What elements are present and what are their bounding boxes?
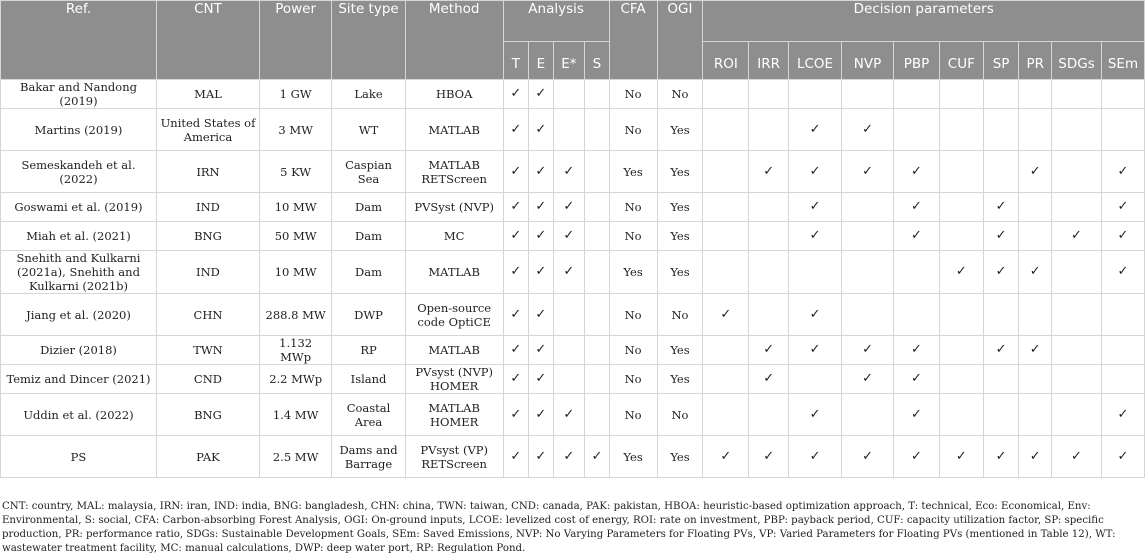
cell-decision-roi bbox=[703, 80, 749, 109]
check-mark-icon: ✓ bbox=[553, 193, 585, 222]
cell-decision-cuf bbox=[939, 109, 983, 151]
check-mark-icon: ✓ bbox=[749, 365, 789, 394]
table-footnote: CNT: country, MAL: malaysia, IRN: iran, IND: india, BNG: bangladesh, CHN: china, TWN: taiwan, CND: canada, PAK: pakistan, HBOA: heuristic-based optimization approach, T: technical, Eco: Economical, Env: Environmental, S: social, CFA: Carbon-absorbing Forest Analysis, OGI: On-ground inputs, LCOE: levelized cost of energy, ROI: rate on investment, PBP: payback period, CUF: capacity utilization factor, SP: specific production, PR: performance ratio, SDGs: Sustainable Development Goals, SEm: Saved Emissions, NVP: No Varying Parameters for Floating PVs, VP: Varied Parameters for Floating PVs (mentioned in Table 12), WT: wastewater treatment facility, MC: manual calculations, DWP: deep water port, RP: Regulation Pond. bbox=[2, 501, 1116, 554]
check-mark-icon: ✓ bbox=[529, 436, 553, 478]
cell-decision-pbp bbox=[894, 294, 940, 336]
cell-ref: PS bbox=[1, 436, 157, 478]
check-mark-icon: ✓ bbox=[842, 436, 894, 478]
cell-power: 10 MW bbox=[259, 193, 331, 222]
subheader-decision-sp: SP bbox=[983, 42, 1019, 80]
check-mark-icon: ✓ bbox=[529, 294, 553, 336]
cell-ref: Miah et al. (2021) bbox=[1, 222, 157, 251]
table-row bbox=[1, 109, 1145, 151]
cell-power: 50 MW bbox=[259, 222, 331, 251]
cell-decision-sp bbox=[983, 151, 1019, 193]
table-row bbox=[1, 193, 1145, 222]
table-row bbox=[1, 394, 1145, 436]
check-mark-icon: ✓ bbox=[842, 336, 894, 365]
cell-decision-pr bbox=[1019, 222, 1052, 251]
subheader-decision-sdgs: SDGs bbox=[1052, 42, 1102, 80]
cell-country: TWN bbox=[156, 336, 259, 365]
check-mark-icon: ✓ bbox=[842, 365, 894, 394]
check-mark-icon: ✓ bbox=[894, 193, 940, 222]
check-mark-icon: ✓ bbox=[529, 251, 553, 294]
table-row bbox=[1, 336, 1145, 365]
check-mark-icon: ✓ bbox=[529, 151, 553, 193]
cell-cfa: Yes bbox=[609, 151, 657, 193]
check-mark-icon: ✓ bbox=[529, 365, 553, 394]
col-header-cfa: CFA bbox=[609, 1, 657, 80]
cell-analysis-s bbox=[585, 251, 609, 294]
cell-cfa: No bbox=[609, 193, 657, 222]
cell-cfa: No bbox=[609, 365, 657, 394]
cell-ogi: Yes bbox=[657, 336, 703, 365]
check-mark-icon: ✓ bbox=[939, 436, 983, 478]
cell-ogi: No bbox=[657, 294, 703, 336]
check-mark-icon: ✓ bbox=[503, 109, 528, 151]
cell-site-type: Island bbox=[332, 365, 405, 394]
check-mark-icon: ✓ bbox=[983, 222, 1019, 251]
check-mark-icon: ✓ bbox=[894, 222, 940, 251]
cell-decision-cuf bbox=[939, 394, 983, 436]
cell-country: BNG bbox=[156, 394, 259, 436]
cell-ref: Bakar and Nandong (2019) bbox=[1, 80, 157, 109]
cell-decision-cuf bbox=[939, 365, 983, 394]
check-mark-icon: ✓ bbox=[529, 394, 553, 436]
check-mark-icon: ✓ bbox=[749, 336, 789, 365]
check-mark-icon: ✓ bbox=[894, 151, 940, 193]
cell-analysis-s bbox=[585, 109, 609, 151]
col-header-power: Power bbox=[259, 1, 331, 80]
cell-decision-sdgs bbox=[1052, 394, 1102, 436]
cell-power: 1.4 MW bbox=[259, 394, 331, 436]
check-mark-icon: ✓ bbox=[983, 193, 1019, 222]
cell-site-type: Caspian Sea bbox=[332, 151, 405, 193]
cell-decision-irr bbox=[749, 394, 789, 436]
cell-decision-lcoe bbox=[789, 365, 842, 394]
subheader-analysis-e-star: E* bbox=[553, 42, 585, 80]
cell-decision-irr bbox=[749, 109, 789, 151]
cell-decision-irr bbox=[749, 80, 789, 109]
table-row bbox=[1, 251, 1145, 294]
check-mark-icon: ✓ bbox=[529, 80, 553, 109]
cell-site-type: WT bbox=[332, 109, 405, 151]
cell-decision-pr bbox=[1019, 365, 1052, 394]
cell-site-type: Coastal Area bbox=[332, 394, 405, 436]
check-mark-icon: ✓ bbox=[789, 193, 842, 222]
cell-decision-nvp bbox=[842, 251, 894, 294]
table-row bbox=[1, 365, 1145, 394]
check-mark-icon: ✓ bbox=[789, 222, 842, 251]
subheader-decision-nvp: NVP bbox=[842, 42, 894, 80]
cell-decision-roi bbox=[703, 109, 749, 151]
cell-decision-sdgs bbox=[1052, 294, 1102, 336]
cell-method: MC bbox=[405, 222, 503, 251]
cell-cfa: No bbox=[609, 294, 657, 336]
check-mark-icon: ✓ bbox=[1101, 436, 1144, 478]
cell-country: MAL bbox=[156, 80, 259, 109]
cell-decision-sdgs bbox=[1052, 80, 1102, 109]
check-mark-icon: ✓ bbox=[1019, 336, 1052, 365]
cell-power: 2.5 MW bbox=[259, 436, 331, 478]
cell-cfa: Yes bbox=[609, 251, 657, 294]
check-mark-icon: ✓ bbox=[529, 193, 553, 222]
col-header-decision-parameters: Decision parameters bbox=[703, 1, 1145, 42]
cell-analysis-e-star bbox=[553, 109, 585, 151]
cell-ogi: Yes bbox=[657, 251, 703, 294]
table-body bbox=[1, 80, 1145, 478]
cell-decision-sem bbox=[1101, 109, 1144, 151]
col-header-ogi: OGI bbox=[657, 1, 703, 80]
cell-decision-nvp bbox=[842, 80, 894, 109]
cell-decision-nvp bbox=[842, 222, 894, 251]
cell-decision-pr bbox=[1019, 80, 1052, 109]
cell-method: HBOA bbox=[405, 80, 503, 109]
cell-ogi: No bbox=[657, 80, 703, 109]
cell-decision-roi bbox=[703, 365, 749, 394]
cell-decision-roi bbox=[703, 151, 749, 193]
subheader-analysis-s: S bbox=[585, 42, 609, 80]
cell-analysis-s bbox=[585, 80, 609, 109]
check-mark-icon: ✓ bbox=[703, 436, 749, 478]
cell-power: 10 MW bbox=[259, 251, 331, 294]
cell-decision-pr bbox=[1019, 294, 1052, 336]
cell-analysis-s bbox=[585, 193, 609, 222]
check-mark-icon: ✓ bbox=[1101, 222, 1144, 251]
cell-site-type: Dams and Barrage bbox=[332, 436, 405, 478]
cell-power: 3 MW bbox=[259, 109, 331, 151]
cell-method: PVsyst (VP) RETScreen bbox=[405, 436, 503, 478]
cell-decision-roi bbox=[703, 251, 749, 294]
subheader-analysis-e: E bbox=[529, 42, 553, 80]
cell-ogi: Yes bbox=[657, 436, 703, 478]
cell-decision-cuf bbox=[939, 193, 983, 222]
cell-site-type: Dam bbox=[332, 193, 405, 222]
check-mark-icon: ✓ bbox=[1052, 222, 1102, 251]
cell-decision-sdgs bbox=[1052, 193, 1102, 222]
cell-method: MATLAB bbox=[405, 251, 503, 294]
cell-ref: Jiang et al. (2020) bbox=[1, 294, 157, 336]
check-mark-icon: ✓ bbox=[529, 109, 553, 151]
cell-analysis-s bbox=[585, 222, 609, 251]
cell-power: 2.2 MWp bbox=[259, 365, 331, 394]
cell-site-type: Dam bbox=[332, 222, 405, 251]
cell-ogi: No bbox=[657, 394, 703, 436]
cell-decision-pbp bbox=[894, 80, 940, 109]
cell-decision-lcoe bbox=[789, 251, 842, 294]
check-mark-icon: ✓ bbox=[749, 151, 789, 193]
cell-decision-lcoe bbox=[789, 80, 842, 109]
cell-decision-cuf bbox=[939, 222, 983, 251]
cell-analysis-s bbox=[585, 336, 609, 365]
check-mark-icon: ✓ bbox=[529, 336, 553, 365]
check-mark-icon: ✓ bbox=[503, 336, 528, 365]
check-mark-icon: ✓ bbox=[789, 109, 842, 151]
cell-cfa: No bbox=[609, 336, 657, 365]
cell-method: MATLAB bbox=[405, 336, 503, 365]
check-mark-icon: ✓ bbox=[503, 436, 528, 478]
cell-analysis-s bbox=[585, 151, 609, 193]
cell-decision-pr bbox=[1019, 193, 1052, 222]
subheader-analysis-t: T bbox=[503, 42, 528, 80]
cell-country: CND bbox=[156, 365, 259, 394]
col-header-method: Method bbox=[405, 1, 503, 80]
cell-power: 1 GW bbox=[259, 80, 331, 109]
cell-decision-sdgs bbox=[1052, 336, 1102, 365]
check-mark-icon: ✓ bbox=[789, 336, 842, 365]
check-mark-icon: ✓ bbox=[703, 294, 749, 336]
check-mark-icon: ✓ bbox=[553, 251, 585, 294]
table-row bbox=[1, 436, 1145, 478]
cell-method: MATLAB HOMER bbox=[405, 394, 503, 436]
cell-power: 1.132 MWp bbox=[259, 336, 331, 365]
cell-method: MATLAB bbox=[405, 109, 503, 151]
cell-decision-nvp bbox=[842, 294, 894, 336]
check-mark-icon: ✓ bbox=[1019, 151, 1052, 193]
cell-decision-sdgs bbox=[1052, 151, 1102, 193]
cell-decision-sem bbox=[1101, 80, 1144, 109]
cell-ogi: Yes bbox=[657, 222, 703, 251]
check-mark-icon: ✓ bbox=[553, 151, 585, 193]
check-mark-icon: ✓ bbox=[1052, 436, 1102, 478]
cell-site-type: RP bbox=[332, 336, 405, 365]
table-header bbox=[1, 1, 1145, 80]
check-mark-icon: ✓ bbox=[789, 436, 842, 478]
check-mark-icon: ✓ bbox=[503, 222, 528, 251]
cell-country: IRN bbox=[156, 151, 259, 193]
subheader-decision-sem: SEm bbox=[1101, 42, 1144, 80]
cell-decision-sp bbox=[983, 80, 1019, 109]
check-mark-icon: ✓ bbox=[1019, 251, 1052, 294]
cell-method: MATLAB RETScreen bbox=[405, 151, 503, 193]
cell-power: 5 KW bbox=[259, 151, 331, 193]
cell-decision-sp bbox=[983, 294, 1019, 336]
cell-cfa: No bbox=[609, 222, 657, 251]
check-mark-icon: ✓ bbox=[789, 394, 842, 436]
check-mark-icon: ✓ bbox=[503, 251, 528, 294]
cell-decision-sem bbox=[1101, 294, 1144, 336]
cell-cfa: No bbox=[609, 80, 657, 109]
cell-ref: Semeskandeh et al. (2022) bbox=[1, 151, 157, 193]
cell-decision-cuf bbox=[939, 80, 983, 109]
cell-ogi: Yes bbox=[657, 109, 703, 151]
cell-cfa: No bbox=[609, 109, 657, 151]
check-mark-icon: ✓ bbox=[1019, 436, 1052, 478]
check-mark-icon: ✓ bbox=[585, 436, 609, 478]
check-mark-icon: ✓ bbox=[842, 109, 894, 151]
cell-decision-roi bbox=[703, 336, 749, 365]
cell-decision-sp bbox=[983, 109, 1019, 151]
check-mark-icon: ✓ bbox=[939, 251, 983, 294]
subheader-decision-pbp: PBP bbox=[894, 42, 940, 80]
check-mark-icon: ✓ bbox=[529, 222, 553, 251]
cell-analysis-e-star bbox=[553, 294, 585, 336]
check-mark-icon: ✓ bbox=[553, 394, 585, 436]
cell-decision-nvp bbox=[842, 394, 894, 436]
cell-decision-roi bbox=[703, 222, 749, 251]
cell-decision-roi bbox=[703, 394, 749, 436]
cell-decision-sem bbox=[1101, 365, 1144, 394]
check-mark-icon: ✓ bbox=[983, 336, 1019, 365]
cell-ref: Martins (2019) bbox=[1, 109, 157, 151]
cell-site-type: Lake bbox=[332, 80, 405, 109]
check-mark-icon: ✓ bbox=[789, 151, 842, 193]
subheader-decision-pr: PR bbox=[1019, 42, 1052, 80]
cell-analysis-e-star bbox=[553, 80, 585, 109]
cell-analysis-e-star bbox=[553, 336, 585, 365]
table-row bbox=[1, 222, 1145, 251]
check-mark-icon: ✓ bbox=[553, 436, 585, 478]
cell-country: BNG bbox=[156, 222, 259, 251]
subheader-decision-irr: IRR bbox=[749, 42, 789, 80]
check-mark-icon: ✓ bbox=[1101, 251, 1144, 294]
cell-method: PVSyst (NVP) bbox=[405, 193, 503, 222]
cell-ref: Temiz and Dincer (2021) bbox=[1, 365, 157, 394]
cell-ref: Dizier (2018) bbox=[1, 336, 157, 365]
cell-analysis-s bbox=[585, 365, 609, 394]
check-mark-icon: ✓ bbox=[894, 365, 940, 394]
check-mark-icon: ✓ bbox=[789, 294, 842, 336]
subheader-decision-lcoe: LCOE bbox=[789, 42, 842, 80]
table-row bbox=[1, 80, 1145, 109]
check-mark-icon: ✓ bbox=[1101, 193, 1144, 222]
cell-cfa: Yes bbox=[609, 436, 657, 478]
check-mark-icon: ✓ bbox=[503, 193, 528, 222]
col-header-analysis: Analysis bbox=[503, 1, 609, 42]
check-mark-icon: ✓ bbox=[503, 151, 528, 193]
cell-decision-roi bbox=[703, 193, 749, 222]
table-row bbox=[1, 294, 1145, 336]
cell-method: Open-source code OptiCE bbox=[405, 294, 503, 336]
cell-decision-cuf bbox=[939, 294, 983, 336]
cell-site-type: DWP bbox=[332, 294, 405, 336]
check-mark-icon: ✓ bbox=[503, 365, 528, 394]
check-mark-icon: ✓ bbox=[1101, 394, 1144, 436]
cell-decision-sdgs bbox=[1052, 365, 1102, 394]
check-mark-icon: ✓ bbox=[1101, 151, 1144, 193]
cell-decision-irr bbox=[749, 251, 789, 294]
check-mark-icon: ✓ bbox=[983, 436, 1019, 478]
cell-decision-irr bbox=[749, 193, 789, 222]
check-mark-icon: ✓ bbox=[894, 336, 940, 365]
col-header-site-type: Site type bbox=[332, 1, 405, 80]
cell-decision-pr bbox=[1019, 394, 1052, 436]
cell-decision-pr bbox=[1019, 109, 1052, 151]
cell-decision-pbp bbox=[894, 109, 940, 151]
col-header-cnt: CNT bbox=[156, 1, 259, 80]
cell-decision-sem bbox=[1101, 336, 1144, 365]
cell-analysis-e-star bbox=[553, 365, 585, 394]
cell-decision-cuf bbox=[939, 151, 983, 193]
cell-country: CHN bbox=[156, 294, 259, 336]
cell-ref: Goswami et al. (2019) bbox=[1, 193, 157, 222]
cell-ogi: Yes bbox=[657, 151, 703, 193]
check-mark-icon: ✓ bbox=[503, 294, 528, 336]
subheader-decision-roi: ROI bbox=[703, 42, 749, 80]
cell-country: United States of America bbox=[156, 109, 259, 151]
subheader-decision-cuf: CUF bbox=[939, 42, 983, 80]
check-mark-icon: ✓ bbox=[553, 222, 585, 251]
cell-cfa: No bbox=[609, 394, 657, 436]
cell-country: PAK bbox=[156, 436, 259, 478]
check-mark-icon: ✓ bbox=[749, 436, 789, 478]
cell-ref: Uddin et al. (2022) bbox=[1, 394, 157, 436]
table-row bbox=[1, 151, 1145, 193]
cell-decision-sdgs bbox=[1052, 109, 1102, 151]
check-mark-icon: ✓ bbox=[894, 394, 940, 436]
cell-decision-sp bbox=[983, 394, 1019, 436]
cell-decision-sp bbox=[983, 365, 1019, 394]
cell-ogi: Yes bbox=[657, 365, 703, 394]
cell-decision-sdgs bbox=[1052, 251, 1102, 294]
cell-decision-irr bbox=[749, 294, 789, 336]
check-mark-icon: ✓ bbox=[842, 151, 894, 193]
cell-decision-irr bbox=[749, 222, 789, 251]
col-header-ref: Ref. bbox=[1, 1, 157, 80]
cell-method: PVsyst (NVP) HOMER bbox=[405, 365, 503, 394]
cell-analysis-s bbox=[585, 394, 609, 436]
check-mark-icon: ✓ bbox=[983, 251, 1019, 294]
cell-decision-nvp bbox=[842, 193, 894, 222]
check-mark-icon: ✓ bbox=[503, 80, 528, 109]
cell-site-type: Dam bbox=[332, 251, 405, 294]
cell-power: 288.8 MW bbox=[259, 294, 331, 336]
cell-country: IND bbox=[156, 251, 259, 294]
cell-decision-pbp bbox=[894, 251, 940, 294]
check-mark-icon: ✓ bbox=[503, 394, 528, 436]
cell-ogi: Yes bbox=[657, 193, 703, 222]
check-mark-icon: ✓ bbox=[894, 436, 940, 478]
cell-ref: Snehith and Kulkarni (2021a), Snehith and Kulkarni (2021b) bbox=[1, 251, 157, 294]
cell-analysis-s bbox=[585, 294, 609, 336]
cell-decision-cuf bbox=[939, 336, 983, 365]
cell-country: IND bbox=[156, 193, 259, 222]
